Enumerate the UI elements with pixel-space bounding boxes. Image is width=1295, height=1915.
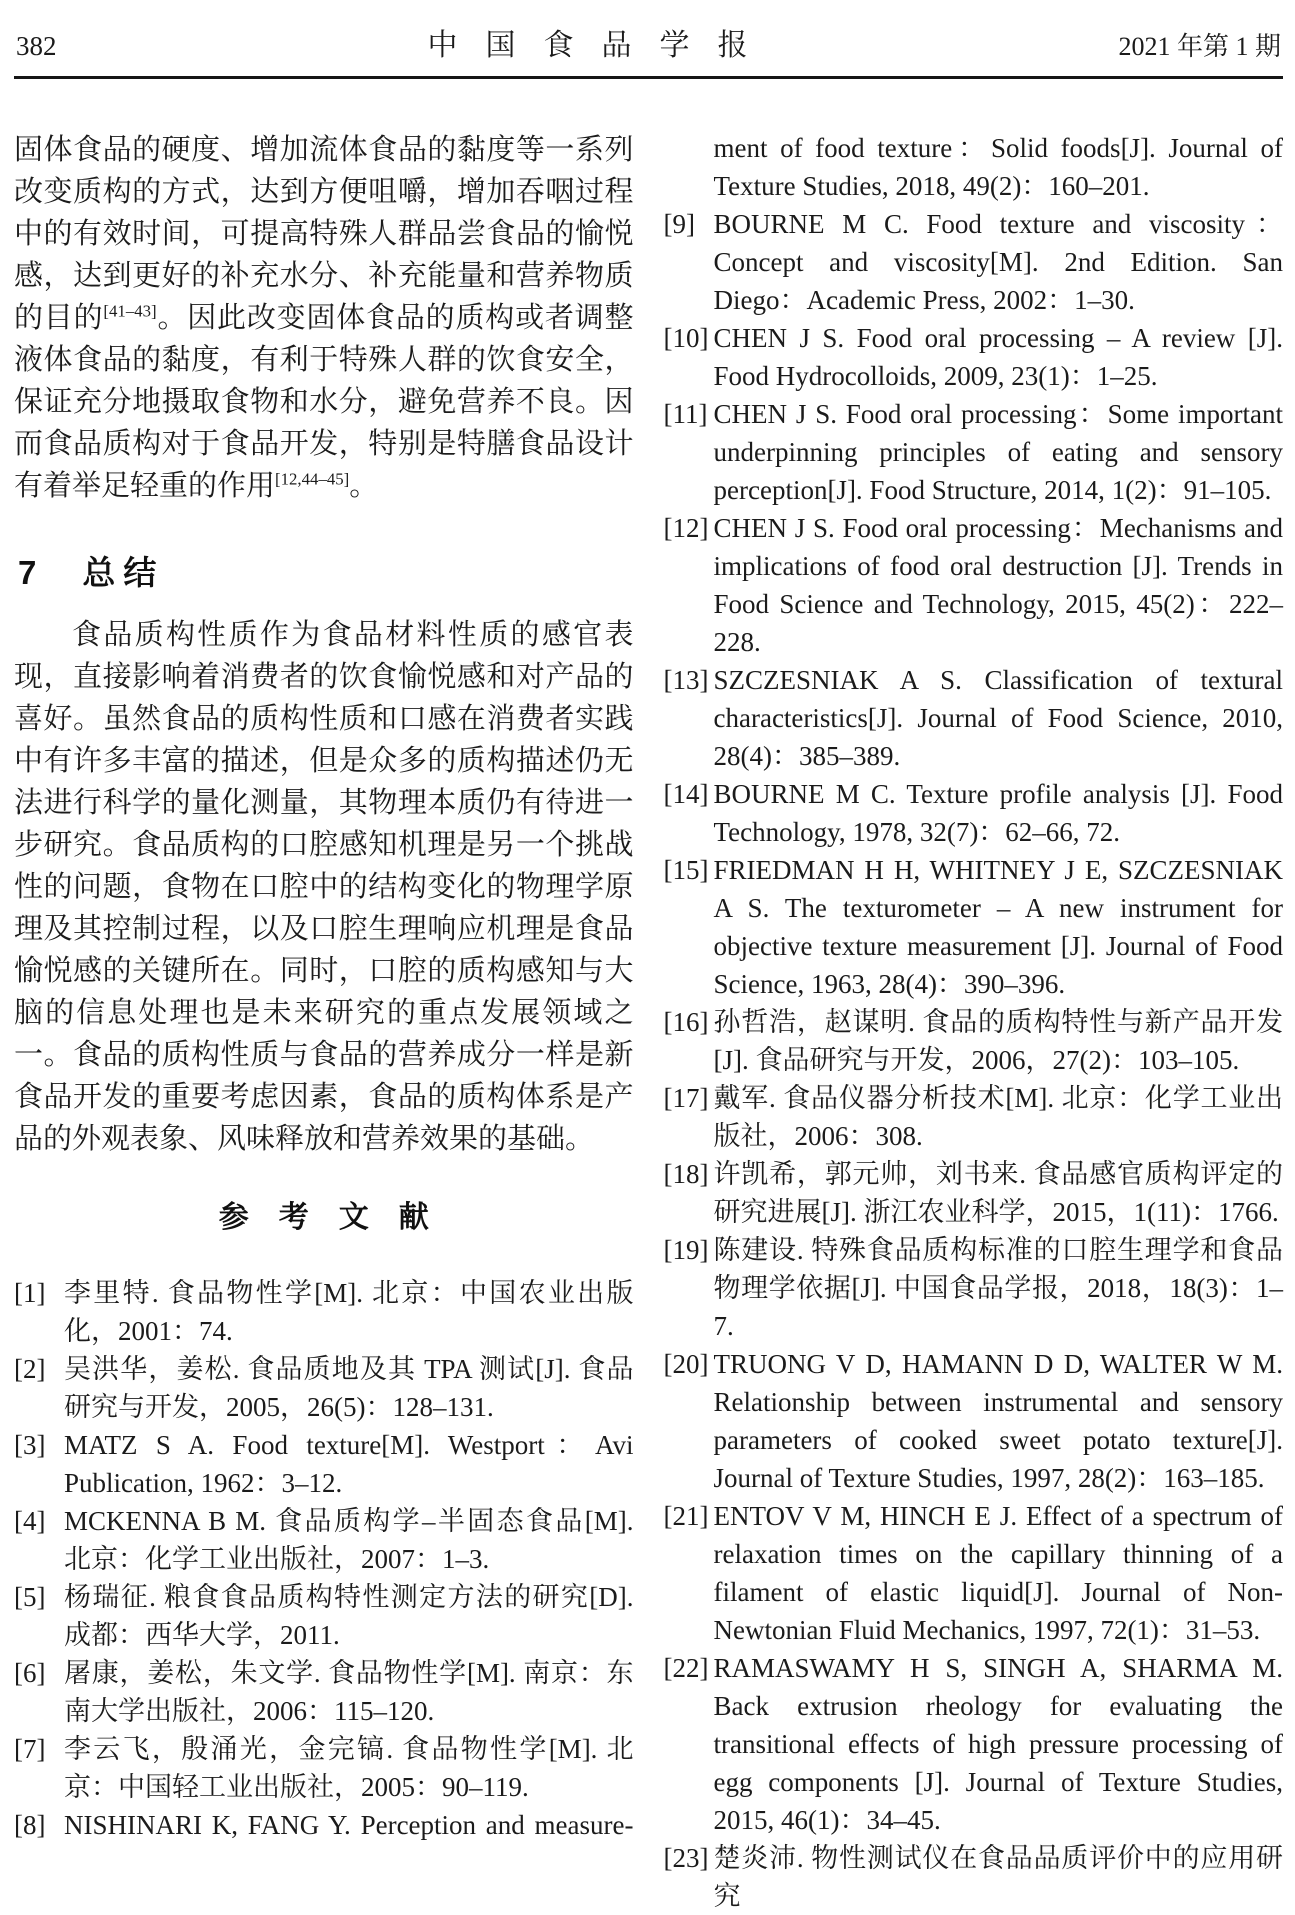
journal-title: 中国食品学报: [427, 29, 776, 62]
reference-text: 戴军. 食品仪器分析技术[M]. 北京：化学工业出版社，2006：308.: [713, 1083, 1283, 1151]
two-column-body: [14, 129, 1283, 1915]
reference-item-21: [664, 1497, 1284, 1649]
reference-text: 吴洪华，姜松. 食品质地及其 TPA 测试[J]. 食品研究与开发，2005，26(5)：128–131.: [64, 1354, 634, 1422]
references-heading: 参考文献: [218, 1201, 459, 1234]
reference-text: TRUONG V D, HAMANN D D, WALTER W M. Relationship between instrumental and sensory parameters of cooked sweet potato texture[J]. Journal of Texture Studies, 1997, 28(2)：163–185.: [713, 1349, 1283, 1493]
reference-number: [3]: [14, 1430, 46, 1460]
reference-item-12: [664, 509, 1284, 661]
reference-item-4: [14, 1502, 634, 1578]
reference-item-15: [664, 851, 1284, 1003]
reference-item-1: [14, 1274, 634, 1350]
section-title: 总结: [82, 554, 165, 591]
reference-item-14: [664, 775, 1284, 851]
reference-number: [8]: [14, 1810, 46, 1840]
reference-number: [11]: [663, 399, 708, 429]
summary-paragraph: 食品质构性质作为食品材料性质的感官表现，直接影响着消费者的饮食愉悦感和对产品的喜好。虽然食品的质构性质和口感在消费者实践中有许多丰富的描述，但是众多的质构描述仍无法进行科学的量化测量，其物理本质仍有待进一步研究。食品质构的口腔感知机理是另一个挑战性的问题，食物在口腔中的结构变化的物理学原理及其控制过程，以及口腔生理响应机理是食品愉悦感的关键所在。同时，口腔的质构感知与大脑的信息处理也是未来研究的重点发展领域之一。食品的质构性质与食品的营养成分一样是新食品开发的重要考虑因素，食品的质构体系是产品的外观表象、风味释放和营养效果的基础。: [14, 619, 634, 1155]
issue-info: 2021 年第 1 期: [1118, 32, 1281, 61]
reference-number: [1]: [14, 1278, 46, 1308]
reference-item-11: [664, 395, 1284, 509]
reference-number: [12]: [663, 513, 709, 543]
reference-text: 孙哲浩，赵谋明. 食品的质构特性与新产品开发[J]. 食品研究与开发，2006，27(2)：103–105.: [713, 1007, 1283, 1075]
reference-text: BOURNE M C. Texture profile analysis [J]. Food Technology, 1978, 32(7)：62–66, 72.: [713, 779, 1283, 847]
reference-item-2: [14, 1350, 634, 1426]
section-heading-summary: [18, 547, 634, 594]
reference-number: [2]: [14, 1354, 46, 1384]
reference-item-7: [14, 1730, 634, 1806]
reference-text: 楚炎沛. 物性测试仪在食品品质评价中的应用研究: [713, 1843, 1283, 1911]
reference-text: 陈建设. 特殊食品质构标准的口腔生理学和食品物理学依据[J]. 中国食品学报，2018，18(3)：1–7.: [713, 1235, 1283, 1341]
reference-text: CHEN J S. Food oral processing – A review [J]. Food Hydrocolloids, 2009, 23(1)：1–25.: [713, 323, 1283, 391]
reference-text: SZCZESNIAK A S. Classification of textural characteristics[J]. Journal of Food Science, 2010, 28(4)：385–389.: [713, 665, 1283, 771]
reference-number: [10]: [663, 323, 709, 353]
right-column: [664, 129, 1284, 1915]
reference-item-16: [664, 1003, 1284, 1079]
intro-text-1: 固体食品的硬度、增加流体食品的黏度等一系列改变质构的方式，达到方便咀嚼，增加吞咽过程中的有效时间，可提高特殊人群品尝食品的愉悦感，达到更好的补充水分、补充能量和营养物质的目的: [14, 134, 634, 334]
reference-number: [20]: [663, 1349, 709, 1379]
reference-text: CHEN J S. Food oral processing：Some important underpinning principles of eating and sensory perception[J]. Food Structure, 2014, 1(2)：91–105.: [713, 399, 1283, 505]
reference-number: [21]: [663, 1501, 709, 1531]
intro-text-3: 。: [349, 470, 379, 502]
intro-paragraph: [14, 129, 634, 507]
reference-number: [17]: [663, 1083, 709, 1113]
reference-item-13: [664, 661, 1284, 775]
intro-text-2: 。因此改变固体食品的质构或者调整液体食品的黏度，有利于特殊人群的饮食安全，保证充分地摄取食物和水分，避免营养不良。因而食品质构对于食品开发，特别是特膳食品设计有着举足轻重的作用: [14, 302, 634, 502]
reference-item-8-continuation: [664, 129, 1284, 205]
reference-number: [16]: [663, 1007, 709, 1037]
reference-number: [6]: [14, 1658, 46, 1688]
reference-number: [13]: [663, 665, 709, 695]
reference-item-20: [664, 1345, 1284, 1497]
reference-number: [18]: [663, 1159, 709, 1189]
reference-text: BOURNE M C. Food texture and viscosity：Concept and viscosity[M]. 2nd Edition. San Diego：Academic Press, 2002：1–30.: [713, 209, 1283, 315]
reference-text: MCKENNA B M. 食品质构学–半固态食品[M]. 北京：化学工业出版社，2007：1–3.: [64, 1506, 634, 1574]
section-number: 7: [18, 554, 37, 591]
reference-number: [9]: [663, 209, 695, 239]
reference-item-18: [664, 1155, 1284, 1231]
reference-item-22: [664, 1649, 1284, 1839]
reference-number: [7]: [14, 1734, 46, 1764]
reference-number: [15]: [663, 855, 709, 885]
reference-text: NISHINARI K, FANG Y. Perception and measure-: [64, 1810, 634, 1840]
citation-superscript-12-44-45: [12,44–45]: [275, 469, 350, 489]
reference-number: [23]: [663, 1843, 709, 1873]
reference-text: RAMASWAMY H S, SINGH A, SHARMA M. Back extrusion rheology for evaluating the transitional effects of high pressure processing of egg components [J]. Journal of Texture Studies, 2015, 46(1)：34–45.: [713, 1653, 1283, 1835]
reference-text: FRIEDMAN H H, WHITNEY J E, SZCZESNIAK A S. The texturometer – A new instrument for objective texture measurement [J]. Journal of Food Science, 1963, 28(4)：390–396.: [713, 855, 1283, 999]
reference-text: 李云飞，殷涌光，金完镐. 食品物性学[M]. 北京：中国轻工业出版社，2005：90–119.: [64, 1734, 634, 1802]
page-number: 382: [16, 31, 57, 61]
citation-superscript-41-43: [41–43]: [103, 301, 157, 321]
reference-item-10: [664, 319, 1284, 395]
left-column: [14, 129, 634, 1915]
reference-text: 屠康，姜松，朱文学. 食品物性学[M]. 南京：东南大学出版社，2006：115–120.: [64, 1658, 634, 1726]
reference-number: [5]: [14, 1582, 46, 1612]
reference-item-19: [664, 1231, 1284, 1345]
reference-text: ENTOV V M, HINCH E J. Effect of a spectrum of relaxation times on the capillary thinning of a filament of elastic liquid[J]. Journal of Non-Newtonian Fluid Mechanics, 1997, 72(1)：31–53.: [713, 1501, 1283, 1645]
reference-number: [22]: [663, 1653, 709, 1683]
reference-number: [14]: [663, 779, 709, 809]
reference-number: [19]: [663, 1235, 709, 1265]
reference-text: 许凯希，郭元帅，刘书来. 食品感官质构评定的研究进展[J]. 浙江农业科学，2015，1(11)：1766.: [713, 1159, 1283, 1227]
reference-text: MATZ S A. Food texture[M]. Westport：Avi Publication, 1962：3–12.: [64, 1430, 634, 1498]
references-list-right: [664, 129, 1284, 1915]
reference-item-5: [14, 1578, 634, 1654]
reference-item-6: [14, 1654, 634, 1730]
reference-item-23: [664, 1839, 1284, 1915]
reference-item-3: [14, 1426, 634, 1502]
reference-number: [4]: [14, 1506, 46, 1536]
reference-text: CHEN J S. Food oral processing：Mechanisms and implications of food oral destruction [J]. Trends in Food Science and Technology, 2015, 45(2)：222–228.: [713, 513, 1283, 657]
page-header: [14, 14, 1283, 79]
reference-text: 李里特. 食品物性学[M]. 北京：中国农业出版化，2001：74.: [64, 1278, 634, 1346]
references-list-left: [14, 1274, 634, 1844]
reference-text: ment of food texture：Solid foods[J]. Journal of Texture Studies, 2018, 49(2)：160–201.: [713, 133, 1283, 201]
reference-item-17: [664, 1079, 1284, 1155]
reference-text: 杨瑞征. 粮食食品质构特性测定方法的研究[D]. 成都：西华大学，2011.: [64, 1582, 634, 1650]
reference-item-8: [14, 1806, 634, 1844]
reference-item-9: [664, 205, 1284, 319]
